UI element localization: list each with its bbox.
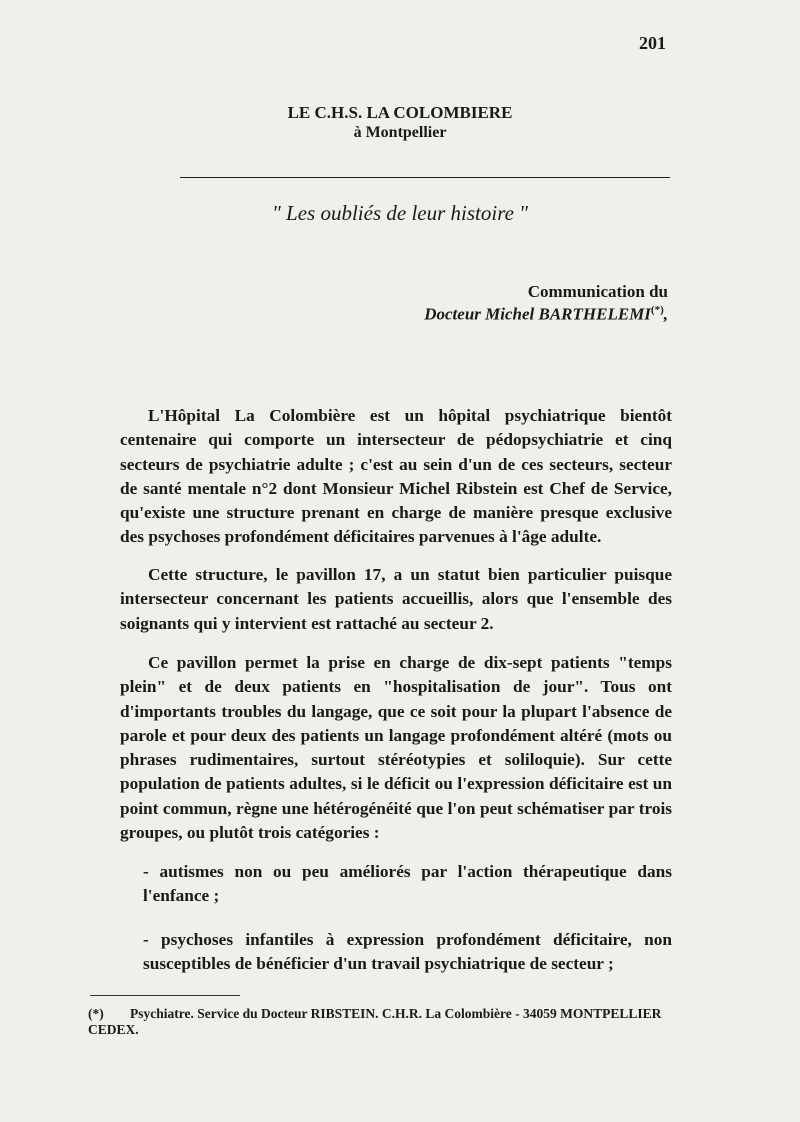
list-item: - psychoses infantiles à expression profondément déficitaire, non susceptibles de bénéficier d'un travail psychiatrique de secteur ; [143,930,672,974]
communication-label: Communication du [527,282,668,301]
footnote-mark: (*) [88,1006,104,1021]
footnote-divider [90,995,240,996]
author-line [424,304,668,325]
paragraph-1 [120,404,672,550]
author-tail: , [663,304,668,324]
title-line-2: à Montpellier [353,124,447,141]
page-number: 201 [639,33,666,53]
paragraph-text: L'Hôpital La Colombière est un hôpital psychiatrique bientôt centenaire qui comporte un intersecteur de pédopsychiatrie et cinq secteurs de psychiatrie adulte ; c'est au sein d'un de ces secteurs, secteur de santé mentale n°2 dont Monsieur Michel Ribstein est Chef de Service, qu'existe une structure prenant en charge de manière presque exclusive des psychoses profondément déficitaires parvenues à l'âge adulte. [120,406,672,547]
title-line-1: LE C.H.S. LA COLOMBIERE [287,103,513,122]
paragraph-text: Ce pavillon permet la prise en charge de dix-sept patients "temps plein" et de deux patients en "hospitalisation de jour". Tous ont d'importants troubles du langage, que ce soit pour la plupart l'absence de parole et pour deux des patients un langage profondément altéré (mots ou phrases rudimentaires, surtout stéréotypies et soliloquie). Sur cette population de patients adultes, si le déficit ou l'expression déficitaire est un point commun, règne une hétérogénéité que l'on peut schématiser par trois groupes, ou plutôt trois catégories : [120,653,672,843]
paragraph-text: Cette structure, le pavillon 17, a un statut bien particulier puisque intersecteur concernant les patients accueillis, alors que l'ensemble des soignants qui y intervient est rattaché au secteur 2. [120,565,672,633]
list-item: - autismes non ou peu améliorés par l'action thérapeutique dans l'enfance ; [143,862,672,906]
author-footnote-mark: (*) [650,304,664,316]
subtitle: " Les oubliés de leur histoire " [271,201,528,225]
paragraph-2 [120,563,672,636]
paragraph-3 [120,651,672,845]
author-name: Docteur Michel BARTHELEMI [424,304,651,324]
title-divider [180,177,670,178]
footnote [88,1006,678,1038]
footnote-text: Psychiatre. Service du Docteur RIBSTEIN. C.H.R. La Colombière - 34059 MONTPELLIER CEDEX. [88,1006,662,1037]
